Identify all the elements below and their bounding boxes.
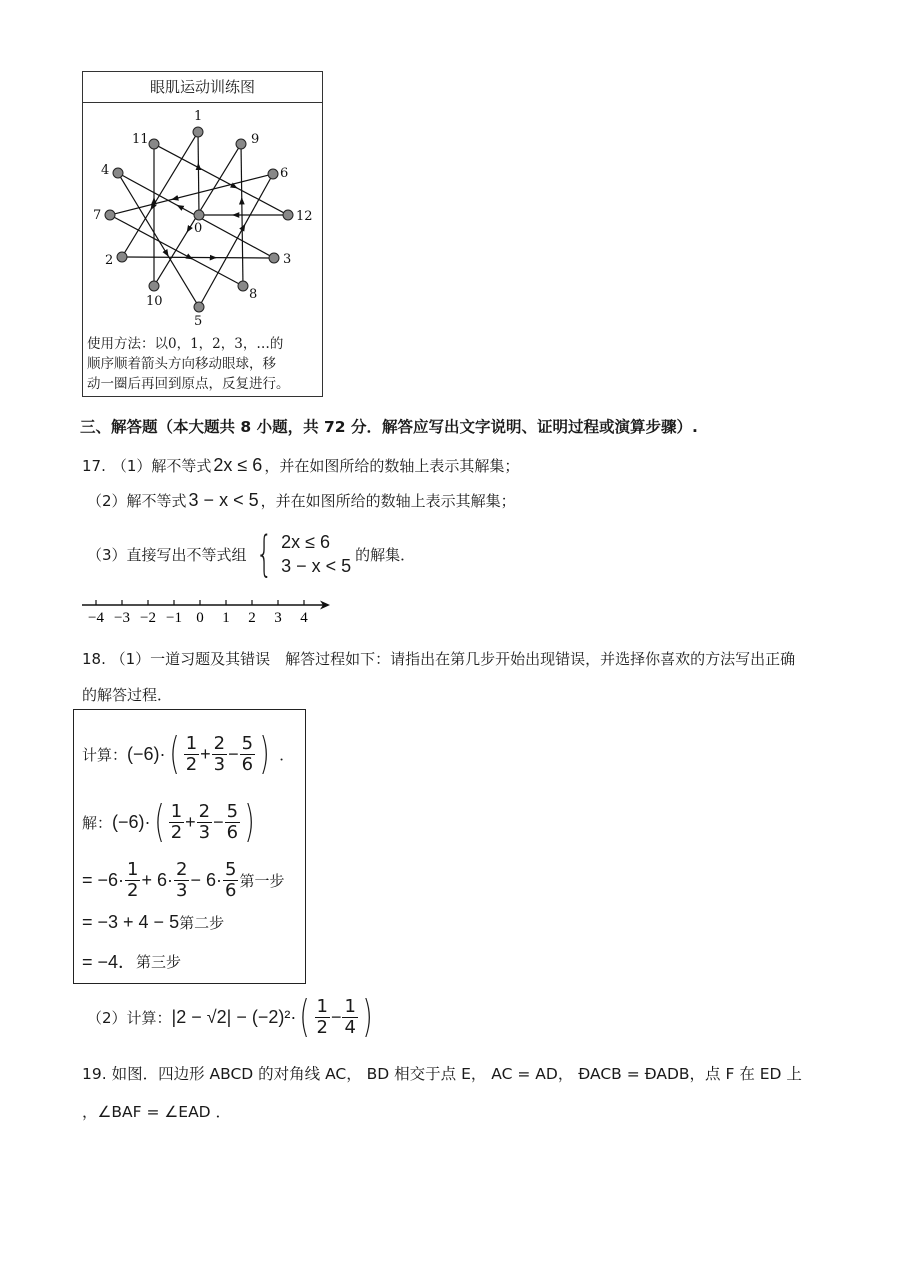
calc-row: 计算： (−6)· ( $\frac{1}{2}$ + $\frac{2}{3}$ − $\frac{5}{6}$ ) ． bbox=[82, 728, 295, 779]
point-6 bbox=[268, 169, 278, 179]
point-label-1: 1 bbox=[194, 109, 203, 124]
usage-line-3: 动一圈后再回到原点，反复进行。 bbox=[87, 376, 290, 392]
point-label-5: 5 bbox=[194, 314, 203, 329]
tick-label: 4 bbox=[300, 610, 308, 626]
solve-row: 解： (−6)· ( $\frac{1}{2}$ + $\frac{2}{3}$ − $\frac{5}{6}$ ) bbox=[82, 796, 255, 847]
step2-row bbox=[82, 912, 224, 933]
system-line-2: 3 − x < 5 bbox=[281, 556, 352, 576]
point-label-12: 12 bbox=[296, 209, 313, 224]
point-label-11: 11 bbox=[132, 132, 149, 147]
step3-expr: = −4． bbox=[82, 952, 137, 972]
q17-number: 17. bbox=[82, 456, 106, 475]
point-11 bbox=[149, 139, 159, 149]
arrowhead-11-12 bbox=[234, 186, 238, 188]
tick-label: −3 bbox=[114, 610, 130, 626]
point-label-3: 3 bbox=[283, 252, 292, 267]
step3-label: 第三步 bbox=[136, 952, 182, 971]
q18-line1: 18. （1）一道习题及其错误 解答过程如下：请指出在第几步开始出现错误，并选择你喜欢的方法写出正确 bbox=[82, 650, 796, 668]
segment-6-7 bbox=[115, 175, 268, 214]
tick-label: 3 bbox=[274, 610, 282, 626]
point-9 bbox=[236, 139, 246, 149]
q18-part2: （2）计算： |2 − √2| − (−2)²· ( $\frac{1}{2}$ − $\frac{1}{4}$ ) bbox=[87, 991, 373, 1042]
q17-p1-prefix: （1）解不等式 bbox=[111, 457, 212, 475]
step1-b: + 6· bbox=[141, 870, 174, 890]
arrowhead-9-10 bbox=[187, 229, 189, 232]
usage-line-2: 顺序顺着箭头方向移动眼球，移 bbox=[87, 356, 276, 372]
point-label-7: 7 bbox=[93, 208, 102, 223]
segment-7-8 bbox=[114, 217, 238, 283]
q17-p3-suffix: 的解集． bbox=[355, 545, 416, 564]
tick-label: 2 bbox=[248, 610, 256, 626]
eye-training-figure bbox=[82, 71, 323, 397]
q18-line2: 的解答过程． bbox=[82, 686, 173, 704]
q19-line2: ，∠BAF = ∠EAD ． bbox=[82, 1103, 232, 1121]
system-brace: { bbox=[255, 526, 273, 582]
q17-p2-math: 3 − x < 5 bbox=[188, 490, 259, 510]
calc-label: 计算： bbox=[82, 745, 128, 764]
fraction-1-2: $\frac{1}{2}$ bbox=[185, 732, 198, 775]
point-label-6: 6 bbox=[280, 166, 289, 181]
point-label-10: 10 bbox=[146, 294, 163, 309]
usage-line-1: 使用方法：以0，1，2，3，…的 bbox=[87, 336, 284, 352]
step2-expr: = −3 + 4 − 5 bbox=[82, 912, 180, 932]
arrowhead-1-2 bbox=[151, 206, 153, 209]
fraction-5-6: $\frac{5}{6}$ bbox=[241, 732, 254, 775]
tick-label: 1 bbox=[222, 610, 230, 626]
q17-part2 bbox=[87, 490, 516, 511]
solve-prefix: (−6)· bbox=[112, 811, 151, 832]
tick-label: −2 bbox=[140, 610, 156, 626]
q19-line1: 19. 如图．四边形 ABCD 的对角线 AC， BD 相交于点 E， AC = AD， ÐACB = ÐADB，点 F 在 ED 上 bbox=[82, 1065, 802, 1083]
q18-p2-expr: |2 − √2| − (−2)²· bbox=[171, 1006, 297, 1027]
q17-part3 bbox=[87, 526, 416, 582]
arrowhead-5-6 bbox=[243, 225, 245, 228]
point-10 bbox=[149, 281, 159, 291]
q17-p3-prefix: （3）直接写出不等式组 bbox=[87, 545, 247, 564]
step2-label: 第二步 bbox=[179, 914, 225, 932]
segment-5-6 bbox=[201, 178, 270, 302]
eye-diagram bbox=[83, 103, 322, 338]
step1-row: = −6· $\frac{1}{2}$ + 6· $\frac{2}{3}$ − 6· $\frac{5}{6}$ 第一步 bbox=[82, 859, 285, 901]
point-label-2: 2 bbox=[105, 253, 114, 268]
step3-row bbox=[82, 948, 181, 974]
section-heading: 三、解答题（本大题共 8 小题，共 72 分．解答应写出文字说明、证明过程或演算步骤）. bbox=[80, 418, 698, 436]
point-label-4: 4 bbox=[101, 163, 110, 178]
arrowhead-3-4 bbox=[177, 205, 181, 207]
point-0 bbox=[194, 210, 204, 220]
right-paren: ) bbox=[259, 728, 270, 779]
point-12 bbox=[283, 210, 293, 220]
figure-title: 眼肌运动训练图 bbox=[83, 72, 322, 103]
segment-11-12 bbox=[158, 146, 283, 212]
arrowhead-6-7 bbox=[172, 198, 176, 199]
fraction-2-3: $\frac{2}{3}$ bbox=[213, 732, 226, 775]
point-7 bbox=[105, 210, 115, 220]
q17-p2-suffix: ，并在如图所给的数轴上表示其解集； bbox=[260, 492, 516, 510]
point-1 bbox=[193, 127, 203, 137]
calc-period: ． bbox=[279, 745, 295, 764]
solve-label: 解： bbox=[82, 813, 113, 832]
point-label-8: 8 bbox=[249, 287, 258, 302]
system-line-1: 2x ≤ 6 bbox=[281, 532, 330, 552]
tick-label: 0 bbox=[196, 610, 204, 626]
q18-p2-label: （2）计算： bbox=[87, 1008, 172, 1027]
q17-part1 bbox=[82, 455, 519, 476]
arrowhead-4-5 bbox=[166, 253, 168, 256]
point-label-0: 0 bbox=[194, 221, 203, 236]
point-2 bbox=[117, 252, 127, 262]
q17-p1-suffix: ，并在如图所给的数轴上表示其解集； bbox=[264, 457, 520, 475]
point-8 bbox=[238, 281, 248, 291]
q17-p1-math: 2x ≤ 6 bbox=[213, 455, 263, 475]
step1-a: = −6· bbox=[82, 870, 125, 890]
step1-c: − 6· bbox=[190, 870, 222, 890]
point-4 bbox=[113, 168, 123, 178]
solution-box bbox=[73, 709, 306, 984]
segment-0-1 bbox=[198, 137, 199, 210]
tick-label: −1 bbox=[166, 610, 182, 626]
point-label-9: 9 bbox=[251, 132, 260, 147]
left-paren: ( bbox=[168, 728, 180, 779]
point-3 bbox=[269, 253, 279, 263]
q17-p2-prefix: （2）解不等式 bbox=[87, 492, 187, 510]
point-markers bbox=[105, 127, 293, 312]
tick-label: −4 bbox=[88, 610, 104, 626]
step1-label: 第一步 bbox=[239, 872, 285, 890]
point-5 bbox=[194, 302, 204, 312]
calc-prefix: (−6)· bbox=[127, 743, 166, 764]
number-line bbox=[80, 590, 340, 630]
segment-2-3 bbox=[127, 257, 269, 258]
system-lines bbox=[281, 530, 351, 578]
